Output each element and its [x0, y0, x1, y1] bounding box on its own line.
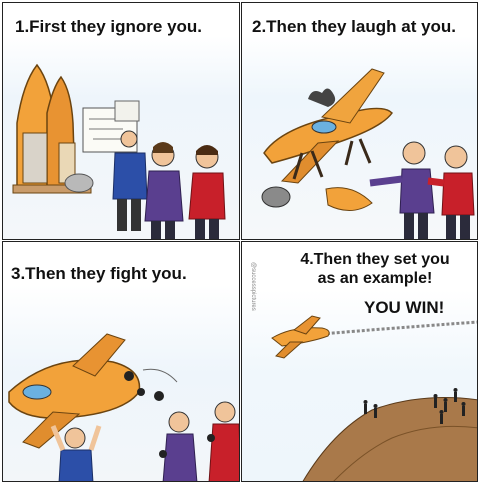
panel-2 [241, 2, 478, 240]
panel-3 [2, 241, 240, 482]
panel-2-caption: 2.Then they laugh at you. [252, 17, 457, 36]
panel-4-illustration [242, 242, 478, 482]
panel-4-caption-line1: 4.Then they set you [300, 251, 450, 268]
panel-3-illustration [3, 242, 240, 482]
watermark: @successpictures [250, 262, 256, 311]
you-win-text: YOU WIN! [364, 298, 445, 317]
panel-1 [2, 2, 240, 240]
panel-4 [241, 241, 478, 482]
panel-1-caption: 1.First they ignore you. [15, 17, 203, 36]
panel-2-illustration [242, 3, 478, 240]
panel-1-illustration [3, 3, 240, 240]
panel-4-caption-line2: as an example! [317, 270, 433, 287]
panel-3-caption: 3.Then they fight you. [11, 264, 187, 283]
